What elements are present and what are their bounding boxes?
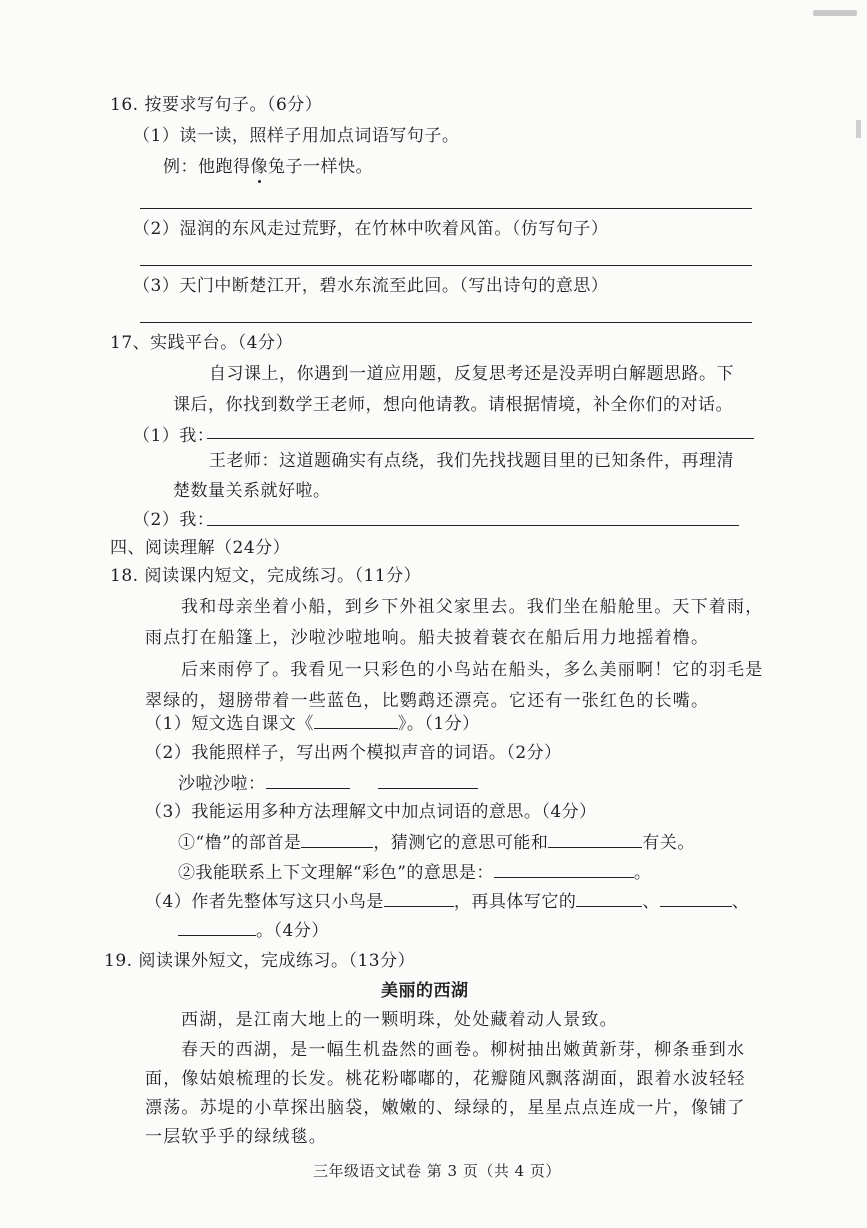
q18-sub3b [178,861,651,884]
passage-heading: 美丽的西湖 [381,981,469,1001]
q18-sub4-cont [178,919,329,942]
scan-artifact [856,120,861,138]
sub-text: ②我能联系上下文理解“彩色”的意思是： [178,863,494,883]
question-17-title: 17、实践平台。（4分） [110,333,293,353]
q16-part2: （2）湿润的东风走过荒野，在竹林中吹着风笛。（仿写句子） [133,219,609,239]
passage-text: 春天的西湖，是一幅生机盎然的画卷。柳树抽出嫩黄新芽，柳条垂到水 [181,1040,746,1060]
sub-text: 。 [633,863,652,883]
q18-sub3: （3）我能运用多种方法理解文中加点词语的意思。（4分） [145,802,597,822]
fill-blank[interactable] [301,831,373,848]
sub-text: 有关。 [642,833,695,853]
q18-sub2-example [178,772,478,795]
q16-part1: （1）读一读，照样子用加点词语写句子。 [133,126,460,146]
answer-line[interactable] [140,208,752,209]
sub-text: ①“橹”的部首是 [178,833,302,853]
q16-example [163,156,373,178]
passage-text: 面，像姑娘梳理的长发。桃花粉嘟嘟的，花瓣随风飘落湖面，跟着水波轻轻 [145,1069,746,1089]
sub-text: 。（4分） [256,921,329,941]
passage-text: 一层软乎乎的绿绒毯。 [145,1127,327,1147]
q17-me-1: （1）我： [133,426,215,446]
section-heading: 四、阅读理解（24分） [110,538,291,558]
question-18-title: 18. 阅读课内短文，完成练习。（11分） [110,566,422,586]
q17-teacher: 楚数量关系就好啦。 [173,481,331,501]
page-footer: 三年级语文试卷 第 3 页（共 4 页） [313,1162,561,1180]
sub-text: ，猜测它的意思可能和 [373,833,549,853]
q17-intro: 自习课上，你遇到一道应用题，反复思考还是没弄明白解题思路。下 [209,364,734,384]
fill-blank[interactable] [660,890,732,907]
q18-sub1 [145,712,480,735]
sub-text: 沙啦沙啦： [178,774,266,794]
q17-intro: 课后，你找到数学王老师，想向他请教。请根据情境，补全你们的对话。 [173,395,733,415]
sub-text: ，再具体写它的 [453,892,577,912]
fill-blank[interactable] [378,772,478,789]
passage-text: 漂荡。苏堤的小草探出脑袋，嫩嫩的、绿绿的，星星点点连成一片，像铺了 [145,1098,746,1118]
sub-text: 、 [642,892,660,912]
passage-text: 西湖，是江南大地上的一颗明珠，处处藏着动人景致。 [181,1010,618,1030]
example-text: 快。 [338,157,373,177]
answer-line[interactable] [207,438,754,439]
question-19-title: 19. 阅读课外短文，完成练习。（13分） [104,951,416,971]
passage-text: 翠绿的，翅膀带着一些蓝色，比鹦鹉还漂亮。它还有一张红色的长嘴。 [145,691,710,711]
sub-text: 、 [731,892,750,912]
fill-blank[interactable] [314,712,398,729]
example-text: 兔子 [268,157,303,177]
passage-text: 雨点打在船篷上，沙啦沙啦地响。船夫披着蓑衣在船后用力地摇着橹。 [145,628,710,648]
fill-blank[interactable] [178,919,256,936]
q17-me-2: （2）我： [133,510,215,530]
sub-text: （4）作者先整体写这只小鸟是 [145,892,384,912]
answer-line[interactable] [140,265,752,266]
q17-teacher: 王老师：这道题确实有点绕，我们先找找题目里的已知条件，再理清 [209,451,734,471]
fill-blank[interactable] [266,772,350,789]
passage-text: 后来雨停了。我看见一只彩色的小鸟站在船头，多么美丽啊！它的羽毛是 [181,660,764,680]
q18-sub3a [178,831,695,854]
answer-line[interactable] [140,322,752,323]
fill-blank[interactable] [494,861,634,878]
example-text: 例：他跑得 [163,157,251,177]
q18-sub4 [145,890,749,913]
example-text: 一样 [303,157,338,177]
dotted-word: 像 [250,157,268,177]
fill-blank[interactable] [548,831,642,848]
answer-line[interactable] [207,525,739,526]
fill-blank[interactable] [384,890,454,907]
passage-text: 我和母亲坐着小船，到乡下外祖父家里去。我们坐在船舱里。天下着雨， [181,597,764,617]
scan-artifact [813,10,857,16]
sub-text: （1）短文选自课文《 [145,714,314,734]
sub-text: 》。（1分） [397,714,480,734]
q18-sub2: （2）我能照样子，写出两个模拟声音的词语。（2分） [145,743,562,763]
q16-part3: （3）天门中断楚江开，碧水东流至此回。（写出诗句的意思） [133,276,609,296]
fill-blank[interactable] [576,890,642,907]
question-16-title: 16. 按要求写句子。（6分） [110,95,323,115]
